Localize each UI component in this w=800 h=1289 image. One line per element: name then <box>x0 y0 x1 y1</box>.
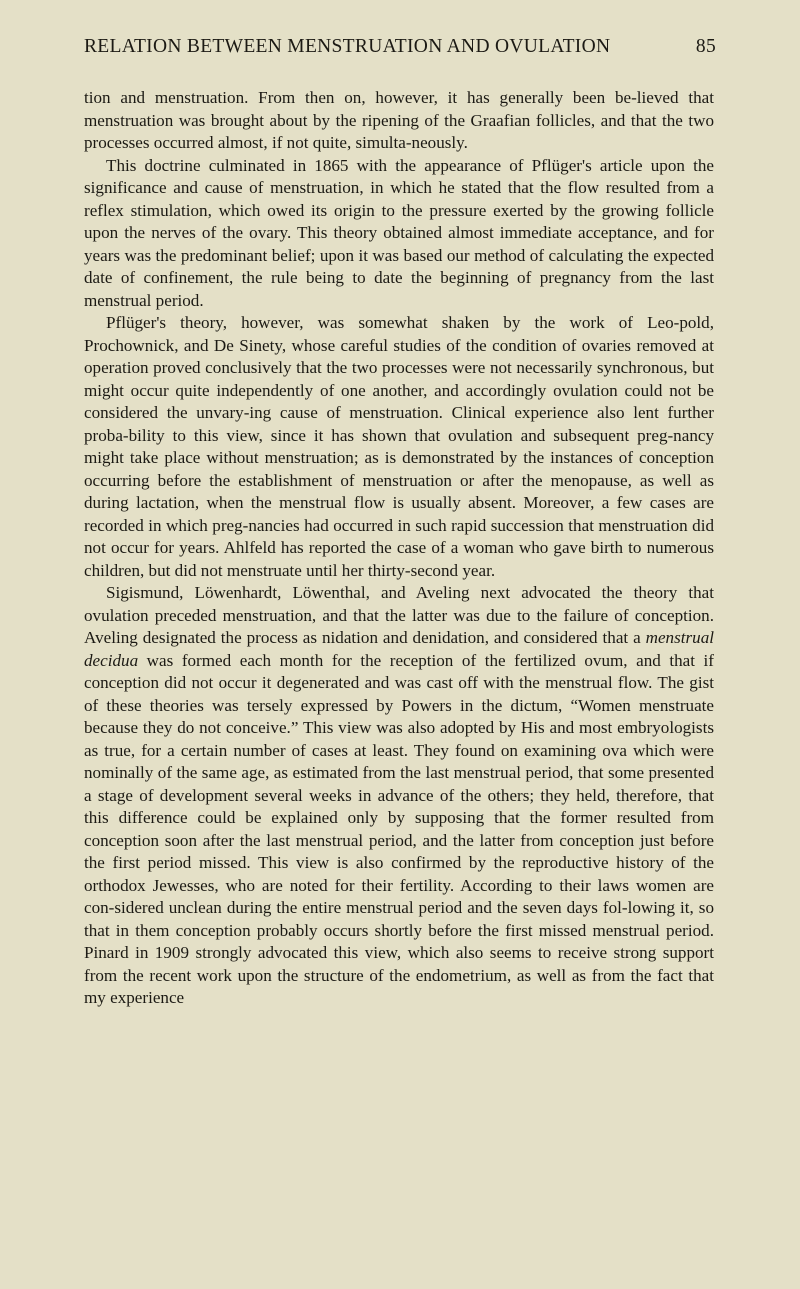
paragraph-pfluger-theory-shaken <box>84 312 714 582</box>
running-title: RELATION BETWEEN MENSTRUATION AND OVULATION <box>84 36 611 57</box>
paragraph-pfluger-doctrine <box>84 155 714 313</box>
paragraph-text: Sigismund, Löwenhardt, Löwenthal, and Aveling next advocated the theory that ovulation preceded menstruation, and that the latter was due to the failure of conception. Aveling designated the process as nidation and denidation, and considered that a <box>84 583 714 647</box>
paragraph-text: This doctrine culminated in 1865 with the appearance of Pflüger's article upon the significance and cause of menstruation, in which he stated that the flow resulted from a reflex stimulation, which owed its origin to the pressure exerted by the growing follicle upon the nerves of the ovary. This theory obtained almost immediate acceptance, and for years was the predominant belief; upon it was based our method of calculating the expected date of confinement, the rule being to date the beginning of pregnancy from the last menstrual period. <box>84 155 714 310</box>
paragraph-text: Pflüger's theory, however, was somewhat shaken by the work of Leo-pold, Prochownick, and De Sinety, whose careful studies of the condition of ovaries removed at operation proved conclusively that the two processes were not necessarily synchronous, but might occur quite independently of one another, and accordingly ovulation could not be considered the unvary-ing cause of menstruation. Clinical experience also lent further proba-bility to this view, since it has shown that ovulation and subsequent preg-nancy might take place without menstruation; as is demonstrated by the instances of conception occurring before the establishment of menstruation or after the menopause, as well as during lactation, when the menstrual flow is usually absent. Moreover, a few cases are recorded in which preg-nancies had occurred in such rapid succession that menstruation did not occur for years. Ahlfeld has reported the case of a woman who gave birth to numerous children, but did not menstruate until her thirty-second year. <box>84 313 714 580</box>
page-header <box>84 36 716 62</box>
page-number: 85 <box>695 36 716 57</box>
paragraph-continuation <box>84 87 714 155</box>
italic-term: menstrual decidua <box>84 628 714 670</box>
body-text <box>84 87 714 1010</box>
paragraph-text: tion and menstruation. From then on, however, it has generally been be-lieved that menstruation was brought about by the ripening of the Graafian follicles, and that the two processes occurred almost, if not quite, simulta-neously. <box>84 88 714 152</box>
paragraph-ovulation-precedes <box>84 582 714 1010</box>
paragraph-text: was formed each month for the reception of the fertilized ovum, and that if conception did not occur it degenerated and was cast off with the menstrual flow. The gist of these theories was tersely expressed by Powers in the dictum, “Women menstruate because they do not conceive.” This view was also adopted by His and most embryologists as true, for a certain number of cases at least. They found on examining ova which were nominally of the same age, as estimated from the last menstrual period, that some presented a stage of development several weeks in advance of the others; they held, therefore, that this difference could be explained only by supposing that the former resulted from conception soon after the last menstrual period, and the latter from conception just before the first period missed. This view is also confirmed by the reproductive history of the orthodox Jewesses, who are noted for their fertility. According to their laws women are con-sidered unclean during the entire menstrual period and the seven days fol-lowing it, so that in them conception probably occurs shortly before the first missed menstrual period. Pinard in 1909 strongly advocated this view, which also seems to receive strong support from the recent work upon the structure of the endometrium, as well as from the fact that my experience <box>84 650 714 1007</box>
